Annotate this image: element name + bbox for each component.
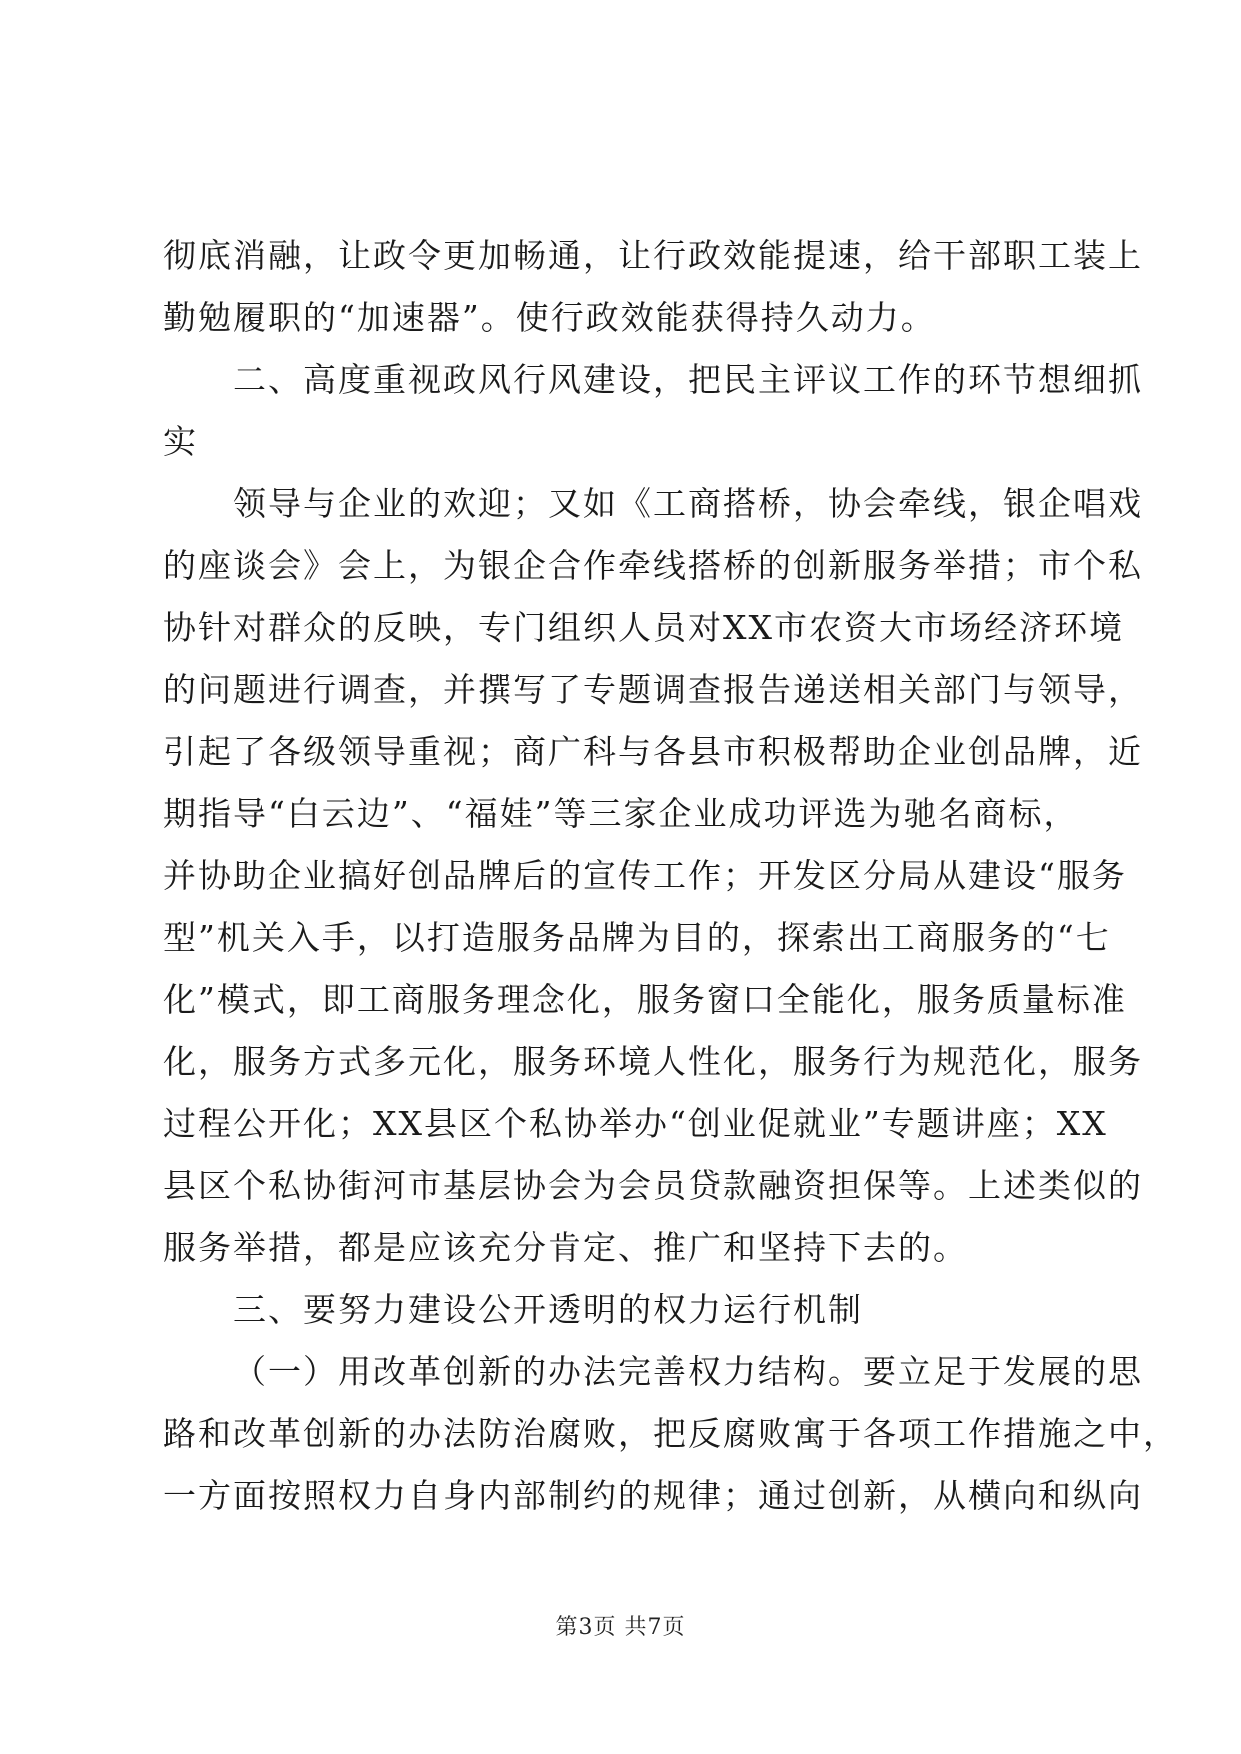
section-heading: 三、要努力建设公开透明的权力运行机制 [233,1290,863,1329]
paragraph-start: 领导与企业的欢迎；又如《工商搭桥，协会牵线，银企唱戏 [233,484,1143,523]
text-line: 的座谈会》会上，为银企合作牵线搭桥的创新服务举措；市个私 [163,546,1143,585]
text-line: 过程公开化；XX县区个私协举办“创业促就业”专题讲座；XX [163,1104,1108,1143]
text-line: 服务举措，都是应该充分肯定、推广和坚持下去的。 [163,1228,968,1267]
text-line: 路和改革创新的办法防治腐败，把反腐败寓于各项工作措施之中， [163,1414,1178,1453]
text-line: 的问题进行调查，并撰写了专题调查报告递送相关部门与领导， [163,670,1143,709]
page-number-footer: 第3页 共7页 [555,1615,686,1640]
text-line: 一方面按照权力自身内部制约的规律；通过创新，从横向和纵向 [163,1476,1143,1515]
subsection-heading: （一）用改革创新的办法完善权力结构。要立足于发展的思 [233,1352,1143,1391]
text-line: 型”机关入手，以打造服务品牌为目的，探索出工商服务的“七 [163,918,1111,957]
section-heading: 二、高度重视政风行风建设，把民主评议工作的环节想细抓 [233,360,1143,399]
text-line: 县区个私协街河市基层协会为会员贷款融资担保等。上述类似的 [163,1166,1143,1205]
text-line: 化”模式，即工商服务理念化，服务窗口全能化，服务质量标准 [163,980,1127,1019]
text-line: 彻底消融，让政令更加畅通，让行政效能提速，给干部职工装上 [163,236,1143,275]
text-line: 化，服务方式多元化，服务环境人性化，服务行为规范化，服务 [163,1042,1143,1081]
text-line: 引起了各级领导重视；商广科与各县市积极帮助企业创品牌，近 [163,732,1143,771]
text-line: 期指导“白云边”、“福娃”等三家企业成功评选为驰名商标， [163,794,1079,833]
section-heading-continuation: 实 [163,422,198,461]
text-line: 勤勉履职的“加速器”。使行政效能获得持久动力。 [163,298,936,337]
text-line: 并协助企业搞好创品牌后的宣传工作；开发区分局从建设“服务 [163,856,1127,895]
text-line: 协针对群众的反映，专门组织人员对XX市农资大市场经济环境 [163,608,1124,647]
document-body [163,225,1178,1527]
